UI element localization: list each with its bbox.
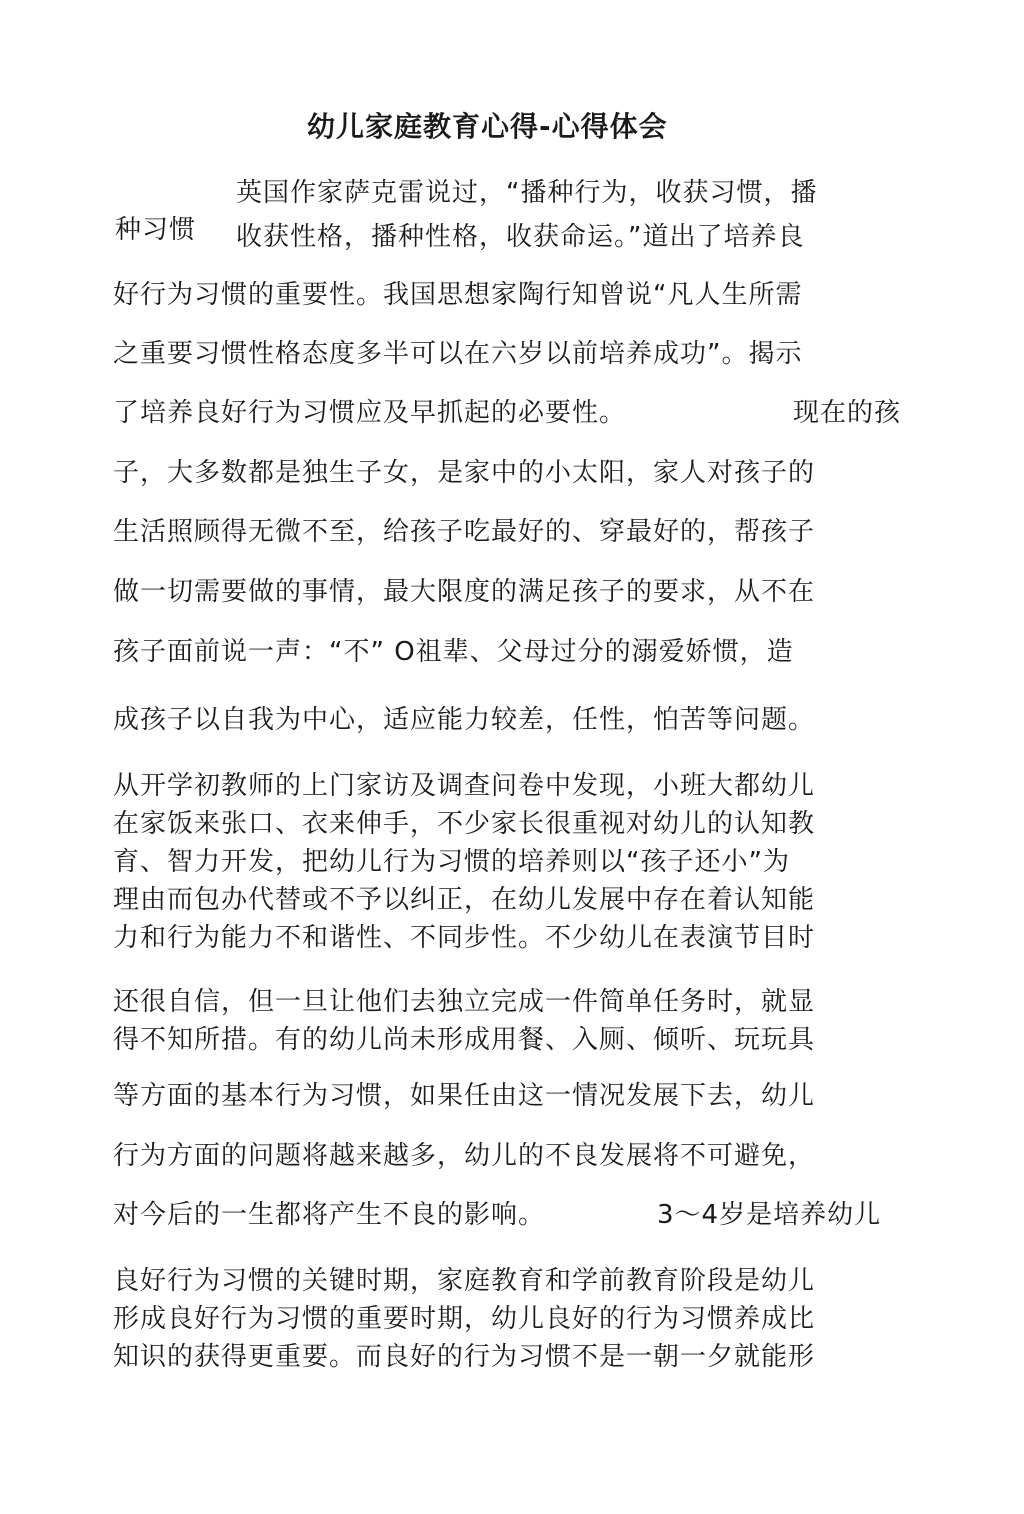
text-line: 子，大多数都是独生子女，是家中的小太阳，家人对孩子的 [113, 458, 816, 488]
text-line: 良好行为习惯的关键时期，家庭教育和学前教育阶段是幼儿 [113, 1266, 816, 1296]
document-title: 幼儿家庭教育心得-心得体会 [307, 110, 668, 143]
text-line: 在家饭来张口、衣来伸手，不少家长很重视对幼儿的认知教 [113, 809, 816, 839]
text-line: 收获性格，播种性格，收获命运。”道出了培养良 [236, 222, 805, 252]
text-line: 形成良好行为习惯的重要时期，幼儿良好的行为习惯养成比 [113, 1304, 816, 1334]
text-line: 现在的孩 [793, 398, 902, 428]
text-line: 力和行为能力不和谐性、不同步性。不少幼儿在表演节目时 [113, 923, 816, 953]
text-line: 育、智力开发，把幼儿行为习惯的培养则以“孩子还小”为 [113, 847, 790, 877]
text-line: 好行为习惯的重要性。我国思想家陶行知曾说“凡人生所需 [113, 280, 803, 310]
text-line: 孩子面前说一声：“不” O祖辈、父母过分的溺爱娇惯，造 [113, 637, 794, 667]
text-line: 还很自信，但一旦让他们去独立完成一件简单任务时，就显 [113, 987, 816, 1017]
text-line: 生活照顾得无微不至，给孩子吃最好的、穿最好的，帮孩子 [113, 517, 816, 547]
text-line: 做一切需要做的事情，最大限度的满足孩子的要求，从不在 [113, 577, 816, 607]
text-line: 理由而包办代替或不予以纠正，在幼儿发展中存在着认知能 [113, 885, 816, 915]
text-line: 从开学初教师的上门家访及调查问卷中发现，小班大都幼儿 [113, 771, 816, 801]
text-line: 知识的获得更重要。而良好的行为习惯不是一朝一夕就能形 [113, 1342, 816, 1372]
text-line: 行为方面的问题将越来越多，幼儿的不良发展将不可避免， [113, 1141, 816, 1171]
text-line: 英国作家萨克雷说过，“播种行为，收获习惯，播 [236, 178, 818, 208]
float-label: 种习惯 [115, 215, 197, 245]
text-line: 了培养良好行为习惯应及早抓起的必要性。 [113, 398, 627, 428]
text-line: 成孩子以自我为中心，适应能力较差，任性，怕苦等问题。 [113, 705, 816, 735]
text-line: 对今后的一生都将产生不良的影响。 [113, 1200, 546, 1230]
text-line: 得不知所措。有的幼儿尚未形成用餐、入厕、倾听、玩玩具 [113, 1025, 816, 1055]
text-line: 等方面的基本行为习惯，如果任由这一情况发展下去，幼儿 [113, 1081, 816, 1111]
text-line: 之重要习惯性格态度多半可以在六岁以前培养成功”。揭示 [113, 339, 803, 369]
text-line: 3～4岁是培养幼儿 [657, 1200, 882, 1230]
